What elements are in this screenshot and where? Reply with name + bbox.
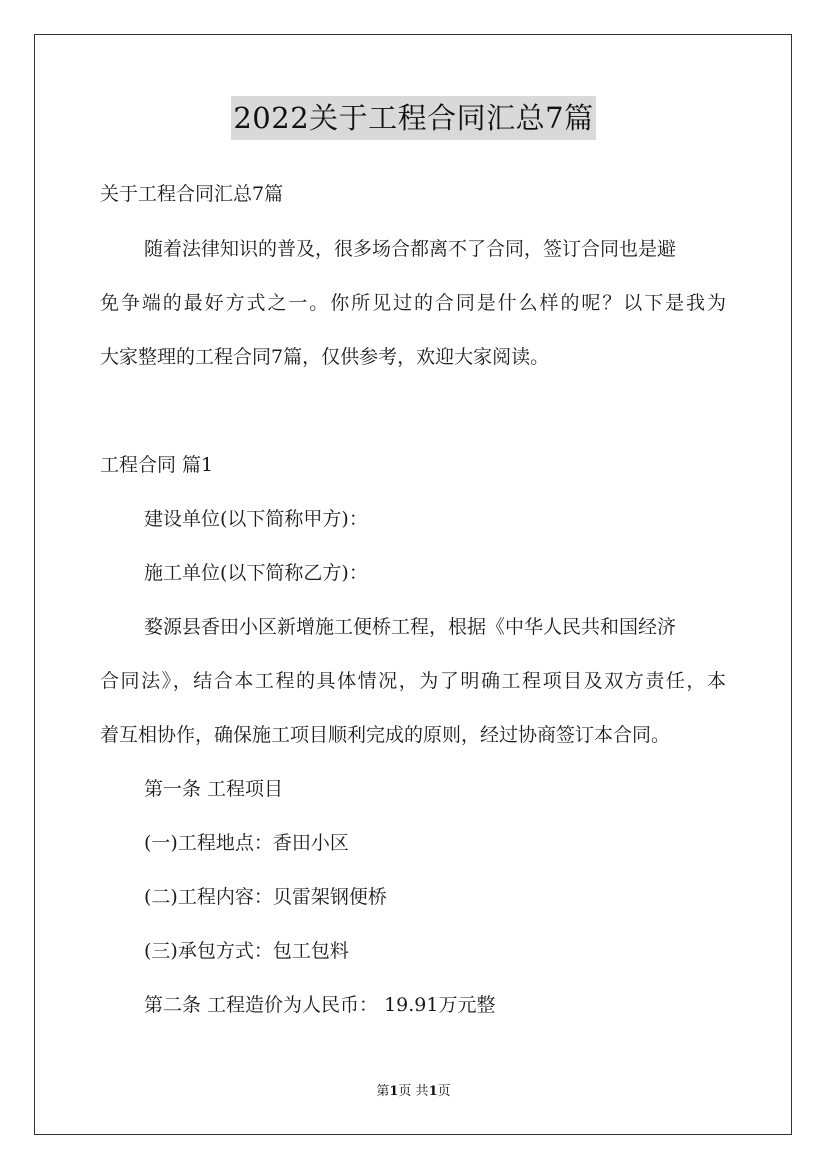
footer-page-mid: 页 共 — [398, 1084, 429, 1099]
footer-page-total: 1 — [428, 1084, 438, 1099]
title-container — [0, 96, 827, 140]
footer-page-prefix: 第 — [376, 1084, 390, 1099]
party-a-line: 建设单位(以下简称甲方)： — [144, 508, 368, 530]
intro-line-1: 随着法律知识的普及，很多场合都离不了合同，签订合同也是避 — [144, 238, 677, 260]
preamble-line-3: 着互相协作，确保施工项目顺利完成的原则，经过协商签订本合同。 — [100, 724, 671, 746]
page-footer — [0, 1083, 827, 1101]
section-heading: 工程合同 篇1 — [100, 454, 214, 476]
intro-line-2: 免争端的最好方式之一。你所见过的合同是什么样的呢？以下是我为 — [100, 292, 726, 314]
party-b-line: 施工单位(以下简称乙方)： — [144, 562, 368, 584]
footer-page-number: 1 — [389, 1084, 399, 1099]
article1-item-contract-mode: (三)承包方式：包工包料 — [144, 940, 349, 962]
footer-page-suffix: 页 — [437, 1084, 451, 1099]
document-title: 2022关于工程合同汇总7篇 — [231, 96, 595, 140]
article1-heading: 第一条 工程项目 — [144, 778, 284, 800]
article1-item-location: (一)工程地点：香田小区 — [144, 832, 349, 854]
article2-line: 第二条 工程造价为人民币： 19.91万元整 — [144, 994, 496, 1016]
preamble-line-2: 合同法》，结合本工程的具体情况，为了明确工程项目及双方责任，本 — [100, 670, 726, 692]
preamble-line-1: 婺源县香田小区新增施工便桥工程，根据《中华人民共和国经济 — [144, 616, 677, 638]
intro-line-3: 大家整理的工程合同7篇，仅供参考，欢迎大家阅读。 — [100, 346, 550, 368]
article1-item-content: (二)工程内容：贝雷架钢便桥 — [144, 886, 387, 908]
subtitle: 关于工程合同汇总7篇 — [100, 183, 284, 205]
